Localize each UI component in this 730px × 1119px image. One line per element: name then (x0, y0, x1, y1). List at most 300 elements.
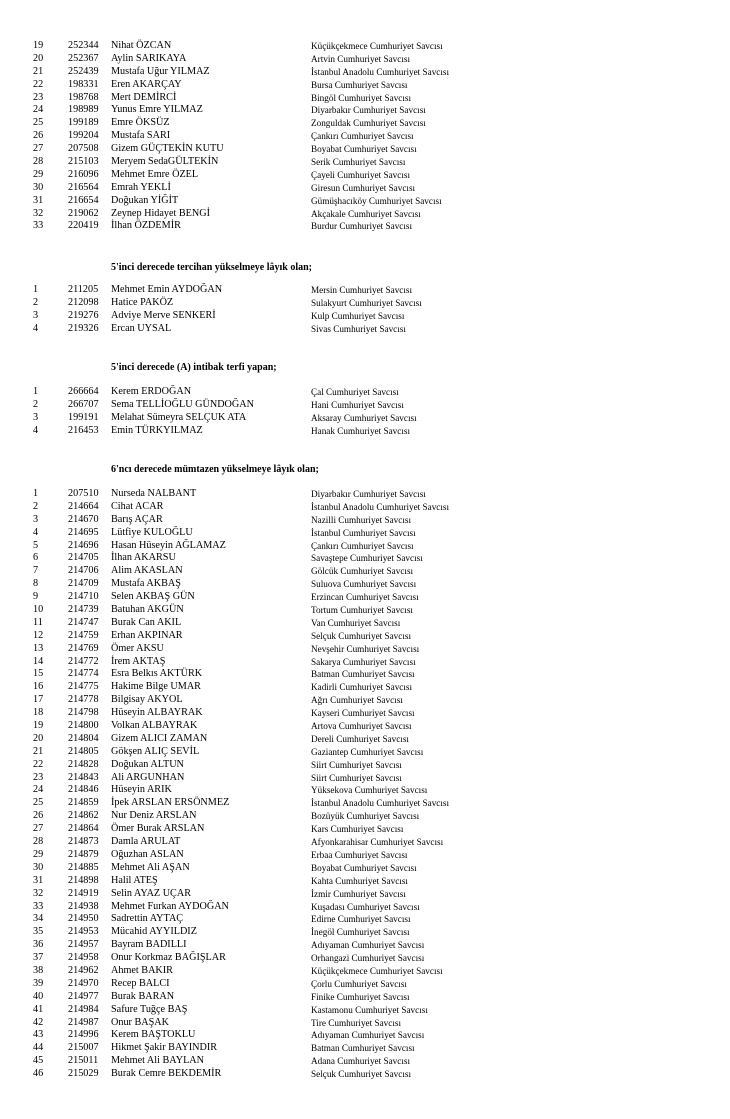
list-item (0, 501, 730, 514)
row-number: 4 (33, 526, 39, 538)
person-name: Emin TÜRKYILMAZ (111, 424, 203, 436)
position-title: Orhangazi Cumhuriyet Savcısı (311, 953, 425, 964)
row-number: 27 (33, 143, 44, 155)
person-name: Zeynep Hidayet BENGİ (111, 207, 211, 219)
row-number: 30 (33, 861, 44, 873)
list-continuation (0, 40, 730, 233)
person-name: Mehmet Ali BAYLAN (111, 1055, 205, 1067)
row-number: 38 (33, 964, 44, 976)
row-number: 5 (33, 539, 39, 551)
row-number: 25 (33, 117, 44, 129)
person-name: Oğuzhan ASLAN (111, 848, 184, 860)
registry-number: 199189 (68, 117, 99, 129)
row-number: 24 (33, 784, 44, 796)
row-number: 4 (33, 322, 39, 334)
list-item (0, 565, 730, 578)
registry-number: 214919 (68, 887, 99, 899)
list-item (0, 412, 730, 425)
position-title: İstanbul Cumhuriyet Savcısı (311, 527, 416, 538)
position-title: İzmir Cumhuriyet Savcısı (311, 888, 406, 899)
person-name: Gizem GÜÇTEKİN KUTU (111, 143, 224, 155)
row-number: 31 (33, 194, 44, 206)
registry-number: 214706 (68, 565, 99, 577)
position-title: Bursa Cumhuriyet Savcısı (311, 79, 408, 90)
list-item (0, 182, 730, 195)
row-number: 10 (33, 604, 44, 616)
list-item (0, 978, 730, 991)
person-name: Melahat Sümeyra SELÇUK ATA (111, 411, 247, 423)
row-number: 28 (33, 836, 44, 848)
row-number: 19 (33, 40, 44, 51)
person-name: Erhan AKPINAR (111, 629, 183, 641)
list-item (0, 888, 730, 901)
row-number: 18 (33, 707, 44, 719)
list-item (0, 143, 730, 156)
list-item (0, 79, 730, 92)
position-title: Batman Cumhuriyet Savcısı (311, 1043, 415, 1054)
registry-number: 214938 (68, 900, 99, 912)
registry-number: 214984 (68, 1003, 99, 1015)
position-title: Gümüşhacıköy Cumhuriyet Savcısı (311, 195, 442, 206)
row-number: 22 (33, 758, 44, 770)
position-title: Diyarbakır Cumhuriyet Savcısı (311, 105, 426, 116)
registry-number: 214862 (68, 810, 99, 822)
row-number: 44 (33, 1042, 44, 1054)
row-number: 29 (33, 848, 44, 860)
position-title: Kulp Cumhuriyet Savcısı (311, 310, 405, 321)
row-number: 3 (33, 411, 39, 423)
position-title: Bozüyük Cumhuriyet Savcısı (311, 811, 420, 822)
list-item (0, 130, 730, 143)
list-item (0, 156, 730, 169)
row-number: 42 (33, 1016, 44, 1028)
list-item (0, 386, 730, 399)
position-title: Kahta Cumhuriyet Savcısı (311, 875, 408, 886)
list-item (0, 297, 730, 310)
row-number: 39 (33, 977, 44, 989)
list-item (0, 1029, 730, 1042)
position-title: Artova Cumhuriyet Savcısı (311, 721, 412, 732)
row-number: 12 (33, 629, 44, 641)
person-name: Recep BALCI (111, 977, 170, 989)
list-intibak (0, 386, 730, 438)
position-title: Çankırı Cumhuriyet Savcısı (311, 131, 414, 142)
row-number: 46 (33, 1068, 44, 1080)
position-title: Sivas Cumhuriyet Savcısı (311, 323, 406, 334)
position-title: Edirne Cumhuriyet Savcısı (311, 914, 411, 925)
row-number: 22 (33, 78, 44, 90)
registry-number: 214798 (68, 707, 99, 719)
position-title: Siirt Cumhuriyet Savcısı (311, 772, 402, 783)
section-heading-mumtazen: 6'ncı derecede mümtazen yükselmeye lâyık olan; (111, 464, 319, 475)
person-name: Burak BARAN (111, 990, 175, 1002)
row-number: 2 (33, 500, 39, 512)
registry-number: 214739 (68, 604, 99, 616)
row-number: 32 (33, 207, 44, 219)
row-number: 3 (33, 309, 39, 321)
registry-number: 220419 (68, 220, 99, 232)
position-title: Burdur Cumhuriyet Savcısı (311, 221, 413, 232)
list-item (0, 797, 730, 810)
position-title: Adana Cumhuriyet Savcısı (311, 1056, 411, 1067)
person-name: Emrah YEKLİ (111, 181, 171, 193)
person-name: Onur Korkmaz BAĞIŞLAR (111, 952, 226, 964)
row-number: 3 (33, 513, 39, 525)
person-name: Esra Belkıs AKTÜRK (111, 668, 203, 680)
row-number: 7 (33, 565, 39, 577)
person-name: Hikmet Şakir BAYINDIR (111, 1042, 218, 1054)
registry-number: 214885 (68, 861, 99, 873)
registry-number: 198989 (68, 104, 99, 116)
position-title: Diyarbakır Cumhuriyet Savcısı (311, 489, 426, 499)
registry-number: 214953 (68, 926, 99, 938)
position-title: Çayeli Cumhuriyet Savcısı (311, 169, 411, 180)
row-number: 41 (33, 1003, 44, 1015)
list-item (0, 527, 730, 540)
registry-number: 214695 (68, 526, 99, 538)
row-number: 20 (33, 52, 44, 64)
position-title: Mersin Cumhuriyet Savcısı (311, 285, 413, 295)
registry-number: 216096 (68, 168, 99, 180)
position-title: Küçükçekmece Cumhuriyet Savcısı (311, 965, 443, 976)
position-title: Kayseri Cumhuriyet Savcısı (311, 708, 415, 719)
position-title: Erzincan Cumhuriyet Savcısı (311, 592, 419, 603)
registry-number: 219062 (68, 207, 99, 219)
position-title: Yüksekova Cumhuriyet Savcısı (311, 785, 428, 796)
position-title: Batman Cumhuriyet Savcısı (311, 669, 415, 680)
person-name: Onur BAŞAK (111, 1016, 170, 1028)
registry-number: 214970 (68, 977, 99, 989)
list-item (0, 617, 730, 630)
registry-number: 214957 (68, 939, 99, 951)
registry-number: 214769 (68, 642, 99, 654)
list-item (0, 862, 730, 875)
row-number: 11 (33, 616, 43, 628)
person-name: Hasan Hüseyin AĞLAMAZ (111, 539, 226, 551)
list-item (0, 604, 730, 617)
list-item (0, 681, 730, 694)
person-name: Ömer AKSU (111, 642, 164, 654)
list-item (0, 1042, 730, 1055)
person-name: Burak Can AKIL (111, 616, 182, 628)
position-title: Gölcük Cumhuriyet Savcısı (311, 566, 414, 577)
position-title: Küçükçekmece Cumhuriyet Savcısı (311, 41, 443, 51)
position-title: Kastamonu Cumhuriyet Savcısı (311, 1004, 428, 1015)
row-number: 25 (33, 797, 44, 809)
list-item (0, 836, 730, 849)
list-item (0, 901, 730, 914)
row-number: 23 (33, 771, 44, 783)
position-title: Çorlu Cumhuriyet Savcısı (311, 978, 407, 989)
registry-number: 214805 (68, 745, 99, 757)
person-name: Halil ATEŞ (111, 874, 158, 886)
position-title: Serik Cumhuriyet Savcısı (311, 157, 406, 168)
position-title: Sulakyurt Cumhuriyet Savcısı (311, 297, 422, 308)
list-item (0, 1004, 730, 1017)
registry-number: 214800 (68, 720, 99, 732)
list-item (0, 40, 730, 53)
list-item (0, 425, 730, 438)
registry-number: 211205 (68, 284, 99, 295)
registry-number: 219276 (68, 309, 99, 321)
person-name: Ömer Burak ARSLAN (111, 823, 205, 835)
registry-number: 252344 (68, 40, 99, 51)
person-name: Kerem ERDOĞAN (111, 386, 192, 397)
person-name: İpek ARSLAN ERSÖNMEZ (111, 797, 230, 809)
list-item (0, 875, 730, 888)
row-number: 2 (33, 398, 39, 410)
position-title: Boyabat Cumhuriyet Savcısı (311, 144, 417, 155)
registry-number: 214772 (68, 655, 99, 667)
row-number: 33 (33, 220, 44, 232)
row-number: 32 (33, 887, 44, 899)
row-number: 14 (33, 655, 44, 667)
position-title: Artvin Cumhuriyet Savcısı (311, 53, 411, 64)
list-item (0, 759, 730, 772)
row-number: 37 (33, 952, 44, 964)
position-title: Finike Cumhuriyet Savcısı (311, 991, 410, 1002)
list-item (0, 1055, 730, 1068)
row-number: 13 (33, 642, 44, 654)
row-number: 33 (33, 900, 44, 912)
position-title: Nazilli Cumhuriyet Savcısı (311, 514, 412, 525)
registry-number: 215029 (68, 1068, 99, 1080)
list-item (0, 772, 730, 785)
list-item (0, 53, 730, 66)
row-number: 19 (33, 720, 44, 732)
person-name: Safure Tuğçe BAŞ (111, 1003, 188, 1015)
list-item (0, 323, 730, 336)
person-name: Sadrettin AYTAÇ (111, 913, 184, 925)
registry-number: 207510 (68, 488, 99, 499)
position-title: Adıyaman Cumhuriyet Savcısı (311, 1030, 425, 1041)
person-name: Kerem BAŞTOKLU (111, 1029, 196, 1041)
row-number: 23 (33, 91, 44, 103)
row-number: 9 (33, 591, 39, 603)
position-title: Aksaray Cumhuriyet Savcısı (311, 412, 417, 423)
person-name: Damla ARULAT (111, 836, 181, 848)
registry-number: 214709 (68, 578, 99, 590)
row-number: 36 (33, 939, 44, 951)
person-name: İrem AKTAŞ (111, 655, 166, 667)
person-name: Bilgisay AKYOL (111, 694, 183, 706)
registry-number: 214879 (68, 848, 99, 860)
person-name: Yunus Emre YILMAZ (111, 104, 203, 116)
person-name: Mustafa SARI (111, 130, 171, 142)
registry-number: 214958 (68, 952, 99, 964)
position-title: Bingöl Cumhuriyet Savcısı (311, 92, 412, 103)
registry-number: 214747 (68, 616, 99, 628)
registry-number: 214962 (68, 964, 99, 976)
list-item (0, 784, 730, 797)
person-name: Mert DEMİRCİ (111, 91, 177, 103)
row-number: 45 (33, 1055, 44, 1067)
position-title: İstanbul Anadolu Cumhuriyet Savcısı (311, 501, 450, 512)
section-heading-intibak: 5'inci derecede (A) intibak terfi yapan; (111, 362, 277, 373)
registry-number: 199204 (68, 130, 99, 142)
row-number: 31 (33, 874, 44, 886)
list-item (0, 169, 730, 182)
row-number: 40 (33, 990, 44, 1002)
position-title: Zonguldak Cumhuriyet Savcısı (311, 118, 426, 129)
registry-number: 199191 (68, 411, 99, 423)
registry-number: 216453 (68, 424, 99, 436)
section-heading-tercihan: 5'inci derecede tercihan yükselmeye lâyık olan; (111, 262, 313, 273)
person-name: Hüseyin ALBAYRAK (111, 707, 203, 719)
position-title: Adıyaman Cumhuriyet Savcısı (311, 940, 425, 951)
row-number: 29 (33, 168, 44, 180)
list-item (0, 668, 730, 681)
position-title: Hanak Cumhuriyet Savcısı (311, 425, 411, 436)
registry-number: 214846 (68, 784, 99, 796)
person-name: İlhan ÖZDEMİR (111, 220, 181, 232)
position-title: Erbaa Cumhuriyet Savcısı (311, 849, 408, 860)
list-item (0, 540, 730, 553)
registry-number: 219326 (68, 322, 99, 334)
registry-number: 214859 (68, 797, 99, 809)
person-name: Hakime Bilge UMAR (111, 681, 201, 693)
registry-number: 207508 (68, 143, 99, 155)
list-item (0, 733, 730, 746)
list-item (0, 965, 730, 978)
position-title: İstanbul Anadolu Cumhuriyet Savcısı (311, 66, 450, 77)
registry-number: 214977 (68, 990, 99, 1002)
position-title: İnegöl Cumhuriyet Savcısı (311, 927, 410, 938)
registry-number: 215103 (68, 156, 99, 168)
list-item (0, 913, 730, 926)
person-name: Aylin SARIKAYA (111, 52, 187, 64)
list-item (0, 849, 730, 862)
row-number: 1 (33, 488, 39, 499)
row-number: 34 (33, 913, 44, 925)
list-item (0, 643, 730, 656)
list-item (0, 1068, 730, 1081)
list-mumtazen (0, 488, 730, 1081)
person-name: Nurseda NALBANT (111, 488, 197, 499)
person-name: Nur Deniz ARSLAN (111, 810, 197, 822)
person-name: Burak Cemre BEKDEMİR (111, 1068, 222, 1080)
registry-number: 214828 (68, 758, 99, 770)
position-title: Kadirli Cumhuriyet Savcısı (311, 682, 413, 693)
row-number: 4 (33, 424, 39, 436)
position-title: İstanbul Anadolu Cumhuriyet Savcısı (311, 798, 450, 809)
person-name: Doğukan ALTUN (111, 758, 184, 770)
registry-number: 214670 (68, 513, 99, 525)
row-number: 24 (33, 104, 44, 116)
row-number: 20 (33, 732, 44, 744)
list-item (0, 552, 730, 565)
list-item (0, 66, 730, 79)
position-title: Sakarya Cumhuriyet Savcısı (311, 656, 416, 667)
position-title: Tire Cumhuriyet Savcısı (311, 1017, 402, 1028)
list-item (0, 92, 730, 105)
position-title: Selçuk Cumhuriyet Savcısı (311, 630, 412, 641)
list-item (0, 656, 730, 669)
person-name: Ahmet BAKIR (111, 964, 173, 976)
person-name: Mehmet Furkan AYDOĞAN (111, 900, 229, 912)
registry-number: 252367 (68, 52, 99, 64)
person-name: Mehmet Emre ÖZEL (111, 168, 199, 180)
row-number: 17 (33, 694, 44, 706)
person-name: Emre ÖKSÜZ (111, 117, 170, 129)
list-item (0, 939, 730, 952)
registry-number: 214710 (68, 591, 99, 603)
person-name: Mustafa Uğur YILMAZ (111, 65, 210, 77)
person-name: Ercan UYSAL (111, 322, 172, 334)
registry-number: 214705 (68, 552, 99, 564)
list-item (0, 591, 730, 604)
registry-number: 266664 (68, 386, 99, 397)
list-item (0, 746, 730, 759)
registry-number: 198331 (68, 78, 99, 90)
registry-number: 212098 (68, 296, 99, 308)
row-number: 43 (33, 1029, 44, 1041)
list-item (0, 488, 730, 501)
person-name: Meryem SedaGÜLTEKİN (111, 156, 219, 168)
person-name: Mustafa AKBAŞ (111, 578, 181, 590)
person-name: Adviye Merve SENKERİ (111, 309, 216, 321)
person-name: Lütfiye KULOĞLU (111, 526, 193, 538)
row-number: 1 (33, 386, 39, 397)
person-name: Volkan ALBAYRAK (111, 720, 198, 732)
registry-number: 214696 (68, 539, 99, 551)
list-item (0, 117, 730, 130)
list-item (0, 720, 730, 733)
row-number: 8 (33, 578, 39, 590)
row-number: 21 (33, 65, 44, 77)
person-name: Batuhan AKGÜN (111, 604, 184, 616)
position-title: Afyonkarahisar Cumhuriyet Savcısı (311, 837, 444, 848)
row-number: 26 (33, 810, 44, 822)
list-tercihan (0, 284, 730, 336)
position-title: Dereli Cumhuriyet Savcısı (311, 733, 409, 744)
list-item (0, 220, 730, 233)
person-name: Selin AYAZ UÇAR (111, 887, 192, 899)
position-title: Çankırı Cumhuriyet Savcısı (311, 540, 414, 551)
position-title: Çal Cumhuriyet Savcısı (311, 387, 399, 397)
list-item (0, 399, 730, 412)
registry-number: 216654 (68, 194, 99, 206)
position-title: Giresun Cumhuriyet Savcısı (311, 182, 416, 193)
row-number: 28 (33, 156, 44, 168)
position-title: Suluova Cumhuriyet Savcısı (311, 579, 417, 590)
position-title: Siirt Cumhuriyet Savcısı (311, 759, 402, 770)
list-item (0, 514, 730, 527)
list-item (0, 991, 730, 1004)
registry-number: 214898 (68, 874, 99, 886)
list-item (0, 1017, 730, 1030)
row-number: 15 (33, 668, 44, 680)
list-item (0, 208, 730, 221)
registry-number: 214864 (68, 823, 99, 835)
registry-number: 214950 (68, 913, 99, 925)
list-item (0, 926, 730, 939)
person-name: Mehmet Ali AŞAN (111, 861, 190, 873)
position-title: Kuşadası Cumhuriyet Savcısı (311, 901, 420, 912)
list-item (0, 195, 730, 208)
registry-number: 266707 (68, 398, 99, 410)
registry-number: 214987 (68, 1016, 99, 1028)
position-title: Nevşehir Cumhuriyet Savcısı (311, 643, 420, 654)
list-item (0, 630, 730, 643)
person-name: Barış AÇAR (111, 513, 163, 525)
person-name: Sema TELLİOĞLU GÜNDOĞAN (111, 398, 254, 410)
row-number: 30 (33, 181, 44, 193)
row-number: 27 (33, 823, 44, 835)
registry-number: 214775 (68, 681, 99, 693)
person-name: Eren AKARÇAY (111, 78, 182, 90)
person-name: Mücahid AYYILDIZ (111, 926, 197, 938)
